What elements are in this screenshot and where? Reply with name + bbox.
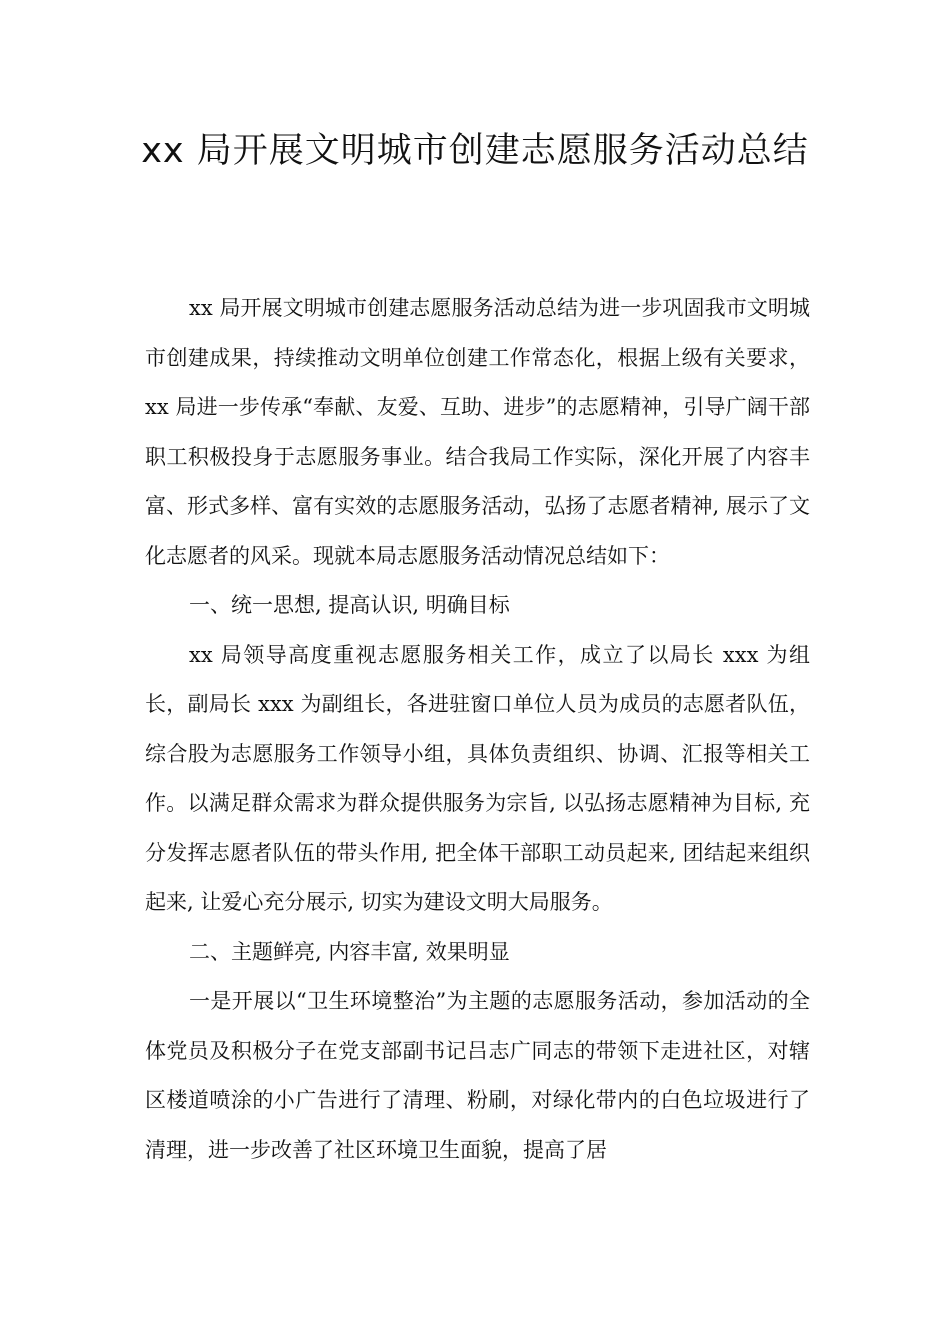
paragraph-section-1: xx 局领导高度重视志愿服务相关工作，成立了以局长 xxx 为组长，副局长 xxx 为副组长，各进驻窗口单位人员为成员的志愿者队伍，综合股为志愿服务工作领导小组，具体负责组织、协调、汇报等相关工作。以满足群众需求为群众提供服务为宗旨, 以弘扬志愿精神为目标, 充分发挥志愿者队伍的带头作用, 把全体干部职工动员起来, 团结起来组织起来, 让爱心充分展示, 切实为建设文明大局服务。 [145,642,810,914]
document-body [145,284,810,1175]
paragraph-section-2: 一是开展以“卫生环境整治”为主题的志愿服务活动，参加活动的全体党员及积极分子在党支部副书记吕志广同志的带领下走进社区，对辖区楼道喷涂的小广告进行了清理、粉刷，对绿化带内的白色垃圾进行了清理，进一步改善了社区环境卫生面貌，提高了居 [145,989,810,1162]
section-heading-2: 二、主题鲜亮, 内容丰富, 效果明显 [189,939,510,964]
paragraph-intro: xx 局开展文明城市创建志愿服务活动总结为进一步巩固我市文明城市创建成果，持续推动文明单位创建工作常态化，根据上级有关要求，xx 局进一步传承“奉献、友爱、互助、进步”的志愿精神，引导广阔干部职工积极投身于志愿服务事业。结合我局工作实际，深化开展了内容丰富、形式多样、富有实效的志愿服务活动，弘扬了志愿者精神, 展示了文化志愿者的风采。现就本局志愿服务活动情况总结如下： [145,296,810,568]
section-heading-1: 一、统一思想, 提高认识, 明确目标 [189,593,510,617]
document-title: xx 局开展文明城市创建志愿服务活动总结 [141,131,809,171]
